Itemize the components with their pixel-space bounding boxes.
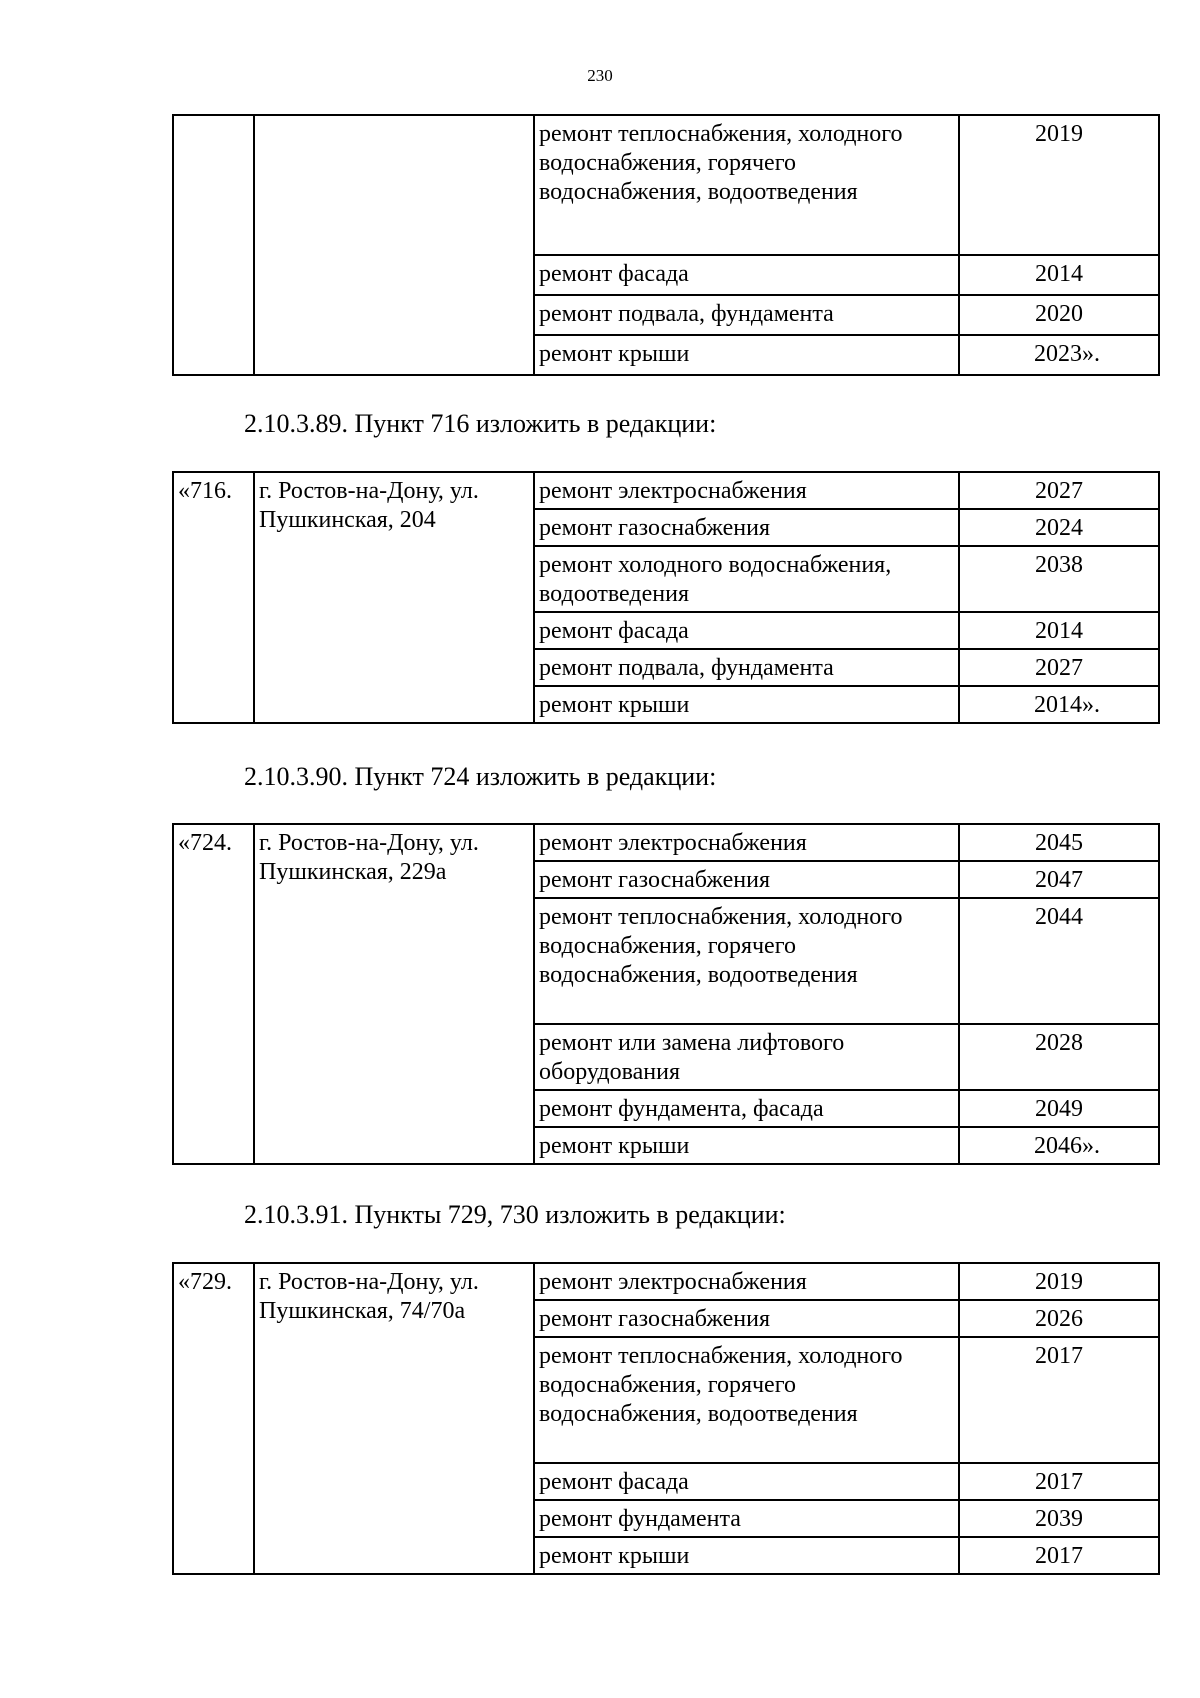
item-number-cell [173, 115, 254, 375]
item-number-cell: «724. [173, 824, 254, 1164]
table-row [173, 1263, 1159, 1300]
work-type-cell: ремонт теплоснабжения, холодного водоснабжения, горячего водоснабжения, водоотведения [534, 898, 959, 1024]
work-type-cell: ремонт крыши [534, 686, 959, 723]
section-heading-2-10-3-91: 2.10.3.91. Пункты 729, 730 изложить в редакции: [244, 1200, 786, 1229]
item-724-table [172, 823, 1160, 1165]
work-type-cell: ремонт крыши [534, 335, 959, 375]
continuation-table [172, 114, 1160, 376]
work-type-cell: ремонт фасада [534, 1463, 959, 1500]
item-number-cell: «729. [173, 1263, 254, 1574]
year-cell: 2027 [959, 649, 1159, 686]
work-type-cell: ремонт фундамента, фасада [534, 1090, 959, 1127]
work-type-cell: ремонт теплоснабжения, холодного водоснабжения, горячего водоснабжения, водоотведения [534, 1337, 959, 1463]
work-type-cell: ремонт теплоснабжения, холодного водоснабжения, горячего водоснабжения, водоотведения [534, 115, 959, 255]
work-type-cell: ремонт или замена лифтового оборудования [534, 1024, 959, 1090]
work-type-cell: ремонт фундамента [534, 1500, 959, 1537]
work-type-cell: ремонт подвала, фундамента [534, 295, 959, 335]
item-716-table [172, 471, 1160, 724]
table-row [173, 115, 1159, 255]
year-cell: 2023». [959, 335, 1159, 375]
item-729-table [172, 1262, 1160, 1575]
year-cell: 2019 [959, 115, 1159, 255]
work-type-cell: ремонт газоснабжения [534, 509, 959, 546]
year-cell: 2047 [959, 861, 1159, 898]
address-cell [254, 115, 534, 375]
table-row [173, 824, 1159, 861]
work-type-cell: ремонт электроснабжения [534, 472, 959, 509]
year-cell: 2027 [959, 472, 1159, 509]
work-type-cell: ремонт крыши [534, 1127, 959, 1164]
year-cell: 2049 [959, 1090, 1159, 1127]
year-cell: 2019 [959, 1263, 1159, 1300]
work-type-cell: ремонт фасада [534, 612, 959, 649]
year-cell: 2014 [959, 255, 1159, 295]
work-type-cell: ремонт электроснабжения [534, 1263, 959, 1300]
year-cell: 2038 [959, 546, 1159, 612]
year-cell: 2014 [959, 612, 1159, 649]
address-cell: г. Ростов-на-Дону, ул. Пушкинская, 74/70а [254, 1263, 534, 1574]
year-cell: 2020 [959, 295, 1159, 335]
year-cell: 2039 [959, 1500, 1159, 1537]
address-cell: г. Ростов-на-Дону, ул. Пушкинская, 229а [254, 824, 534, 1164]
year-cell: 2017 [959, 1463, 1159, 1500]
year-cell: 2024 [959, 509, 1159, 546]
year-cell: 2045 [959, 824, 1159, 861]
year-cell: 2046». [959, 1127, 1159, 1164]
address-cell: г. Ростов-на-Дону, ул. Пушкинская, 204 [254, 472, 534, 723]
work-type-cell: ремонт газоснабжения [534, 1300, 959, 1337]
year-cell: 2017 [959, 1537, 1159, 1574]
section-heading-2-10-3-90: 2.10.3.90. Пункт 724 изложить в редакции: [244, 762, 717, 791]
year-cell: 2044 [959, 898, 1159, 1024]
work-type-cell: ремонт газоснабжения [534, 861, 959, 898]
work-type-cell: ремонт электроснабжения [534, 824, 959, 861]
work-type-cell: ремонт крыши [534, 1537, 959, 1574]
year-cell: 2017 [959, 1337, 1159, 1463]
section-heading-2-10-3-89: 2.10.3.89. Пункт 716 изложить в редакции: [244, 409, 717, 438]
year-cell: 2014». [959, 686, 1159, 723]
work-type-cell: ремонт подвала, фундамента [534, 649, 959, 686]
page-number: 230 [587, 66, 613, 85]
year-cell: 2026 [959, 1300, 1159, 1337]
work-type-cell: ремонт холодного водоснабжения, водоотведения [534, 546, 959, 612]
year-cell: 2028 [959, 1024, 1159, 1090]
table-row [173, 472, 1159, 509]
item-number-cell: «716. [173, 472, 254, 723]
work-type-cell: ремонт фасада [534, 255, 959, 295]
